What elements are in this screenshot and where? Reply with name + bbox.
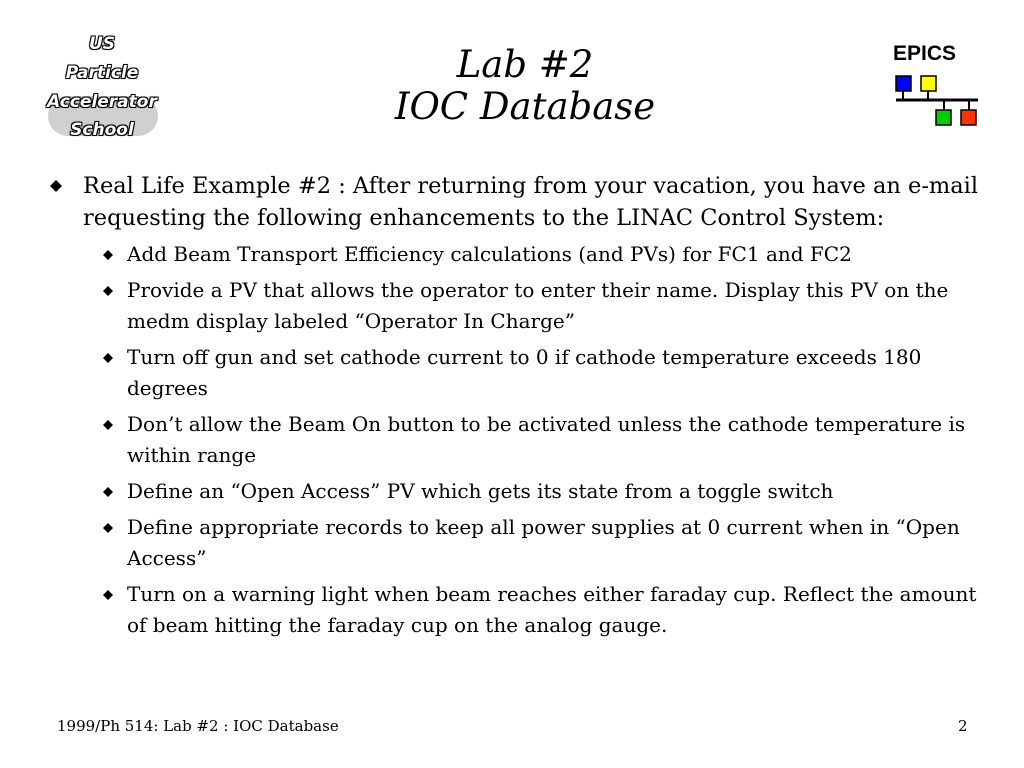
- logo-line-3: Accelerator: [47, 92, 157, 112]
- slide-content: [50, 170, 990, 646]
- diamond-bullet-icon: [103, 487, 113, 497]
- epics-yellow-square: [921, 76, 936, 91]
- sub-bullet-item: [50, 275, 990, 337]
- logo-line-1: US: [88, 34, 116, 54]
- page-number: 2: [958, 717, 968, 735]
- sub-bullet-text: Provide a PV that allows the operator to enter their name. Display this PV on the medm display labeled “Operator In Charge”: [127, 278, 949, 333]
- epics-blue-square: [896, 76, 911, 91]
- sub-bullet-item: [50, 409, 990, 471]
- epics-network-icon: [890, 42, 990, 132]
- diamond-bullet-icon: [103, 523, 113, 533]
- diamond-bullet-icon: [50, 180, 62, 192]
- sub-bullet-text: Define an “Open Access” PV which gets its state from a toggle switch: [127, 479, 834, 503]
- diamond-bullet-icon: [103, 286, 113, 296]
- epics-red-square: [961, 110, 976, 125]
- main-bullet-text: Real Life Example #2 : After returning from your vacation, you have an e-mail requesting the following enhancements to the LINAC Control System:: [83, 173, 979, 231]
- diamond-bullet-icon: [103, 250, 113, 260]
- epics-logo: [890, 42, 990, 132]
- epics-green-square: [936, 110, 951, 125]
- sub-bullet-item: [50, 512, 990, 574]
- diamond-bullet-icon: [103, 420, 113, 430]
- epics-logo-label: EPICS: [893, 42, 957, 65]
- sub-bullet-item: [50, 476, 990, 507]
- sub-bullet-text: Turn off gun and set cathode current to 0 if cathode temperature exceeds 180 degrees: [127, 345, 922, 400]
- sub-bullet-text: Add Beam Transport Efficiency calculations (and PVs) for FC1 and FC2: [127, 242, 852, 266]
- diamond-bullet-icon: [103, 590, 113, 600]
- sub-bullet-list: [50, 239, 990, 641]
- diamond-bullet-icon: [103, 353, 113, 363]
- slide-title: [300, 44, 750, 128]
- sub-bullet-text: Turn on a warning light when beam reaches either faraday cup. Reflect the amount of beam hitting the faraday cup on the analog gauge.: [127, 582, 977, 637]
- main-bullet-item: [50, 170, 990, 234]
- logo-line-2: Particle: [65, 63, 139, 83]
- sub-bullet-text: Define appropriate records to keep all power supplies at 0 current when in “Open Access”: [127, 515, 960, 570]
- logo-line-4: School: [70, 120, 134, 140]
- sub-bullet-item: [50, 239, 990, 270]
- sub-bullet-item: [50, 342, 990, 404]
- slide-title-line-1: Lab #2: [456, 43, 594, 86]
- sub-bullet-item: [50, 579, 990, 641]
- sub-bullet-text: Don’t allow the Beam On button to be activated unless the cathode temperature is within range: [127, 412, 966, 467]
- us-particle-accelerator-school-logo: [42, 30, 162, 142]
- footer-text: 1999/Ph 514: Lab #2 : IOC Database: [57, 717, 339, 735]
- slide-title-line-2: IOC Database: [394, 85, 656, 128]
